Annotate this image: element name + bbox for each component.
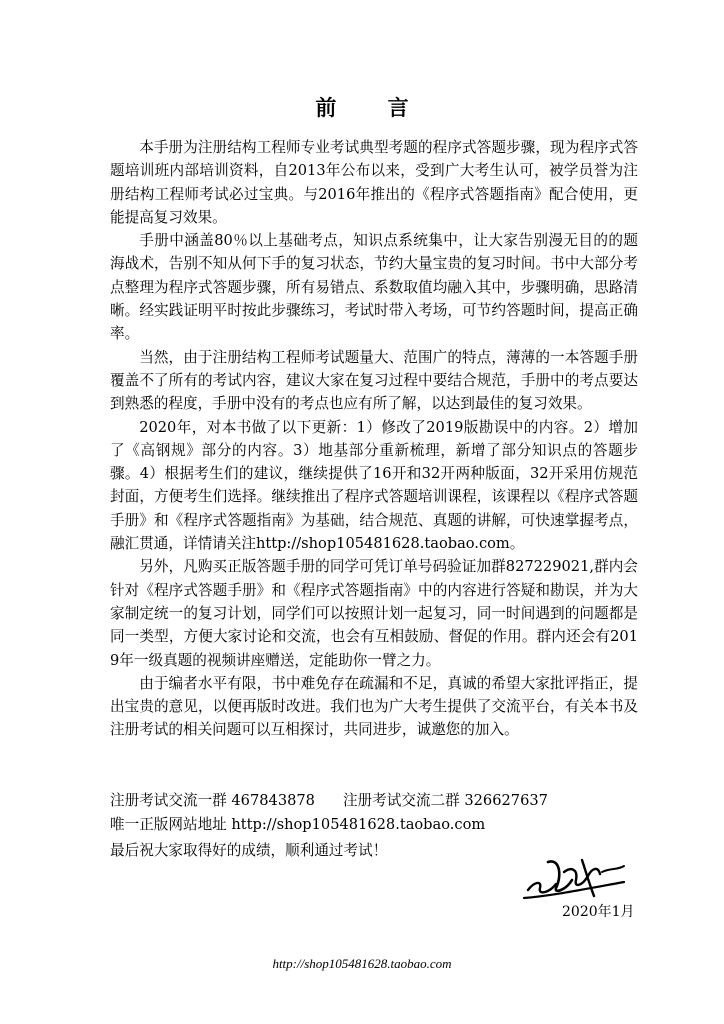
- page-title: 前 言: [315, 95, 431, 120]
- paragraph-coverage: 手册中涵盖80％以上基础考点，知识点系统集中，让大家告别漫无目的的题海战术，告别不知从何下手的复习状态，节约大量宝贵的复习时间。书中大部分考点整理为程序式答题步骤，所有易错点、系数取值均融入其中，步骤明确，思路清晰。经实践证明平时按此步骤练习，考试时带入考场，可节约答题时间，提高正确率。: [110, 232, 638, 343]
- footer-url[interactable]: http://shop105481628.taobao.com: [272, 956, 452, 971]
- paragraph-intro: 本手册为注册结构工程师专业考试典型考题的程序式答题步骤，现为程序式答题培训班内部培训资料，自2013年公布以来，受到广大考生认可，被学员誉为注册结构工程师考试必过宝典。与2016年推出的《程序式答题指南》配合使用，更能提高复习效果。: [110, 139, 638, 226]
- website-line: 唯一正版网站地址 http://shop105481628.taobao.com: [110, 816, 486, 833]
- group-two-contact: 注册考试交流二群 326627637: [342, 792, 548, 809]
- paragraph-updates: 2020年，对本书做了以下更新：1）修改了2019版勘误中的内容。2）增加了《高钢规》部分的内容。3）地基部分重新梳理，新增了部分知识点的答题步骤。4）根据考生们的建议，继续提供了16开和32开两种版面，32开采用仿规范封面，方便考生们选择。继续推出了程序式答题培训课程，该课程以《程序式答题手册》和《程序式答题指南》为基础，结合规范、真题的讲解，可快速掌握考点，融汇贯通，详情请关注http://shop105481628.taobao.com。: [110, 418, 638, 553]
- author-signature: [520, 852, 630, 904]
- paragraph-limitations: 当然，由于注册结构工程师考试题量大、范围广的特点，薄薄的一本答题手册覆盖不了所有的考试内容，建议大家在复习过程中要结合规范，手册中的考点要达到熟悉的程度，手册中没有的考点也应有所了解，以达到最佳的复习效果。: [110, 348, 638, 413]
- preface-body: [110, 136, 638, 742]
- group-contacts-line: [110, 791, 548, 811]
- date-text: 2020年1月: [562, 904, 635, 920]
- paragraph-group: 另外，凡购买正版答题手册的同学可凭订单号码验证加群827229021,群内会针对《程序式答题手册》和《程序式答题指南》中的内容进行答疑和勘误，并为大家制定统一的复习计划，同学们可以按照计划一起复习，同一时间遇到的问题都是同一类型，方便大家讨论和交流，也会有互相鼓励、督促的作用。群内还会有2019年一级真题的视频讲座赠送，定能助你一臂之力。: [110, 558, 638, 669]
- closing-line: 最后祝大家取得好的成绩，顺利通过考试！: [110, 842, 388, 859]
- group-one-contact: 注册考试交流一群 467843878: [110, 792, 315, 809]
- paragraph-feedback: 由于编者水平有限，书中难免存在疏漏和不足，真诚的希望大家批评指正，提出宝贵的意见，以便再版时改进。我们也为广大考生提供了交流平台，有关本书及注册考试的相关问题可以互相探讨，共同进步，诚邀您的加入。: [110, 674, 638, 739]
